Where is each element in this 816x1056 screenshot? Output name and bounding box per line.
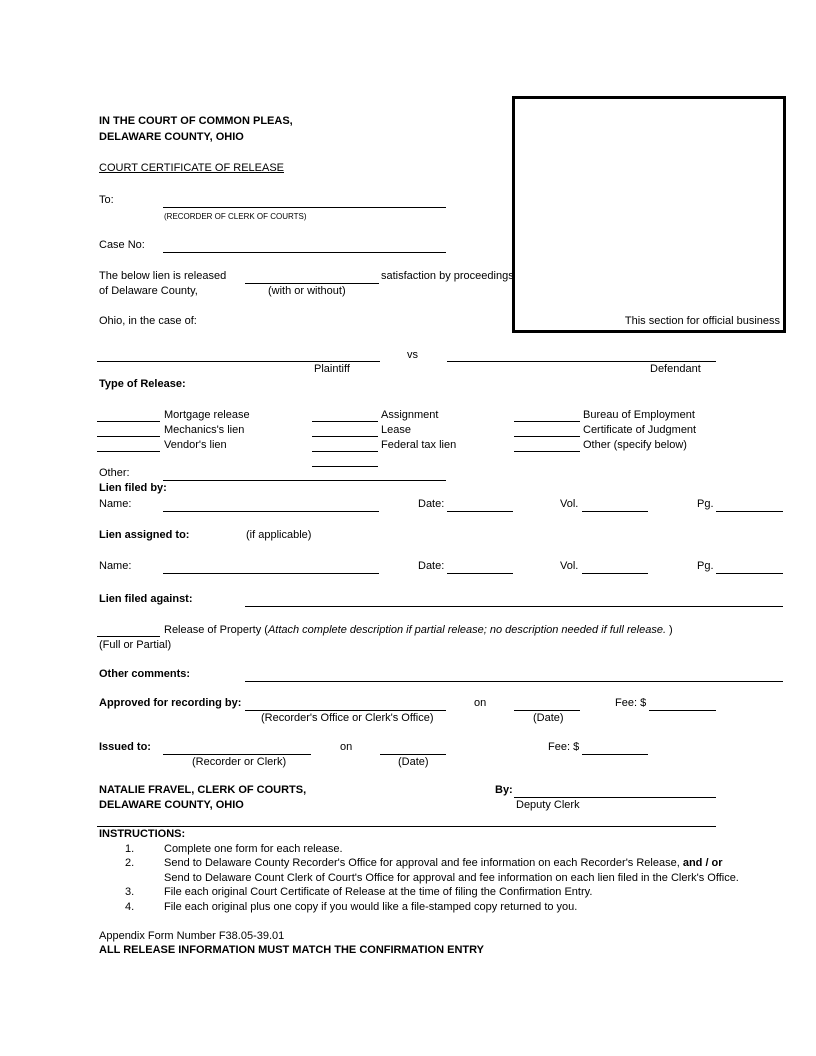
pg-label: Pg. xyxy=(697,560,714,572)
bureau-employment-field[interactable] xyxy=(514,421,580,422)
mechanics-lien-field[interactable] xyxy=(97,436,160,437)
approved-by-field[interactable] xyxy=(245,710,446,711)
release-type-label: Certificate of Judgment xyxy=(583,424,697,436)
approved-title: Approved for recording by: xyxy=(99,697,242,709)
vol-label: Vol. xyxy=(560,560,579,572)
ohio-case-text: Ohio, in the case of: xyxy=(99,315,197,327)
issued-to-title: Issued to: xyxy=(99,741,151,753)
lien-filed-against-field[interactable] xyxy=(245,606,783,607)
lien-filed-by-title: Lien filed by: xyxy=(99,482,167,494)
clerk-county: DELAWARE COUNTY, OHIO xyxy=(99,799,244,811)
instruction-text: File each original Court Certificate of Release at the time of filing the Confirmation Entry. xyxy=(164,886,593,898)
release-type-label: Vendor's lien xyxy=(164,439,227,451)
lien-released-text: The below lien is released xyxy=(99,270,227,282)
date-caption: (Date) xyxy=(398,756,429,768)
lease-field[interactable] xyxy=(312,436,378,437)
deputy-clerk-signature-field[interactable] xyxy=(514,797,716,798)
lien-filed-by-pg-field[interactable] xyxy=(716,511,783,512)
approved-date-field[interactable] xyxy=(514,710,580,711)
defendant-field[interactable] xyxy=(447,361,716,362)
pg-label: Pg. xyxy=(697,498,714,510)
instruction-text: File each original plus one copy if you would like a file-stamped copy returned to you. xyxy=(164,901,578,913)
release-type-label: Mechanics's lien xyxy=(164,424,245,436)
to-label: To: xyxy=(99,194,114,206)
on-label: on xyxy=(340,741,353,753)
form-number: Appendix Form Number F38.05-39.01 xyxy=(99,930,285,942)
date-caption: (Date) xyxy=(533,712,564,724)
instruction-number: 2. xyxy=(125,857,135,869)
instruction-number: 1. xyxy=(125,843,135,855)
match-notice: ALL RELEASE INFORMATION MUST MATCH THE CONFIRMATION ENTRY xyxy=(99,944,484,956)
vol-label: Vol. xyxy=(560,498,579,510)
release-type-label: Bureau of Employment xyxy=(583,409,695,421)
issued-caption: (Recorder or Clerk) xyxy=(192,756,287,768)
court-county: DELAWARE COUNTY, OHIO xyxy=(99,131,244,143)
fee-label: Fee: $ xyxy=(615,697,647,709)
satisfaction-text: satisfaction by proceedings xyxy=(381,270,514,282)
lien-assigned-vol-field[interactable] xyxy=(582,573,648,574)
instruction-number: 4. xyxy=(125,901,135,913)
issued-to-field[interactable] xyxy=(163,754,311,755)
other-comments-title: Other comments: xyxy=(99,668,191,680)
instruction-text xyxy=(164,857,723,870)
instruction-text-main: Send to Delaware County Recorder's Office for approval and fee information on each Recorder's Release, xyxy=(164,857,680,869)
full-or-partial-field[interactable] xyxy=(97,636,160,637)
extra-field[interactable] xyxy=(312,466,378,467)
lien-filed-by-date-field[interactable] xyxy=(447,511,513,512)
lien-filed-by-name-field[interactable] xyxy=(163,511,379,512)
other-label: Other: xyxy=(99,467,130,479)
plaintiff-field[interactable] xyxy=(97,361,380,362)
release-property-suffix: ) xyxy=(666,624,673,636)
vendors-lien-field[interactable] xyxy=(97,451,160,452)
mortgage-release-field[interactable] xyxy=(97,421,160,422)
release-type-label: Other (specify below) xyxy=(583,439,687,451)
case-no-field[interactable] xyxy=(163,252,446,253)
vs-text: vs xyxy=(407,349,418,361)
release-type-label: Federal tax lien xyxy=(381,439,457,451)
issued-date-field[interactable] xyxy=(380,754,446,755)
lien-assigned-pg-field[interactable] xyxy=(716,573,783,574)
clerk-name: NATALIE FRAVEL, CLERK OF COURTS, xyxy=(99,784,307,796)
instruction-text-bold: and / or xyxy=(679,857,723,869)
date-label: Date: xyxy=(418,498,445,510)
release-type-label: Lease xyxy=(381,424,411,436)
release-type-label: Mortgage release xyxy=(164,409,250,421)
release-type-label: Assignment xyxy=(381,409,439,421)
lien-assigned-to-title: Lien assigned to: xyxy=(99,529,190,541)
if-applicable-note: (if applicable) xyxy=(246,529,312,541)
with-without-caption: (with or without) xyxy=(268,285,346,297)
type-of-release-title: Type of Release: xyxy=(99,378,186,390)
lien-assigned-name-field[interactable] xyxy=(163,573,379,574)
other-field[interactable] xyxy=(163,480,446,481)
fee-label: Fee: $ xyxy=(548,741,580,753)
lien-filed-by-vol-field[interactable] xyxy=(582,511,648,512)
other-type-field[interactable] xyxy=(514,451,580,452)
to-field[interactable] xyxy=(163,207,446,208)
federal-tax-lien-field[interactable] xyxy=(312,451,378,452)
issued-fee-field[interactable] xyxy=(582,754,648,755)
other-comments-field[interactable] xyxy=(245,681,783,682)
to-caption: (RECORDER OF CLERK OF COURTS) xyxy=(164,212,307,221)
by-label: By: xyxy=(495,784,513,796)
with-without-field[interactable] xyxy=(245,283,379,284)
release-property-instructions: Attach complete description if partial release; no description needed if full release. xyxy=(267,624,666,636)
plaintiff-caption: Plaintiff xyxy=(314,363,350,375)
date-label: Date: xyxy=(418,560,445,572)
certificate-judgment-field[interactable] xyxy=(514,436,580,437)
lien-assigned-date-field[interactable] xyxy=(447,573,513,574)
release-property-text xyxy=(164,624,673,637)
official-business-caption: This section for official business xyxy=(624,315,780,327)
on-label: on xyxy=(474,697,487,709)
defendant-caption: Defendant xyxy=(650,363,701,375)
instructions-title: INSTRUCTIONS: xyxy=(99,828,186,840)
full-or-partial-caption: (Full or Partial) xyxy=(99,639,172,651)
assignment-field[interactable] xyxy=(312,421,378,422)
instruction-text: Complete one form for each release. xyxy=(164,843,343,855)
case-no-label: Case No: xyxy=(99,239,145,251)
instruction-number: 3. xyxy=(125,886,135,898)
name-label: Name: xyxy=(99,560,132,572)
instruction-text: Send to Delaware Count Clerk of Court's Office for approval and fee information on each lien filed in the Clerk's Office. xyxy=(164,872,739,884)
deputy-clerk-caption: Deputy Clerk xyxy=(516,799,580,811)
divider xyxy=(97,826,716,827)
official-business-box xyxy=(512,96,786,333)
name-label: Name: xyxy=(99,498,132,510)
county-text: of Delaware County, xyxy=(99,285,198,297)
lien-filed-against-title: Lien filed against: xyxy=(99,593,193,605)
release-property-prefix: Release of Property ( xyxy=(164,624,268,636)
form-title: COURT CERTIFICATE OF RELEASE xyxy=(99,162,284,174)
court-name: IN THE COURT OF COMMON PLEAS, xyxy=(99,115,293,127)
approved-caption: (Recorder's Office or Clerk's Office) xyxy=(261,712,434,724)
approved-fee-field[interactable] xyxy=(649,710,716,711)
